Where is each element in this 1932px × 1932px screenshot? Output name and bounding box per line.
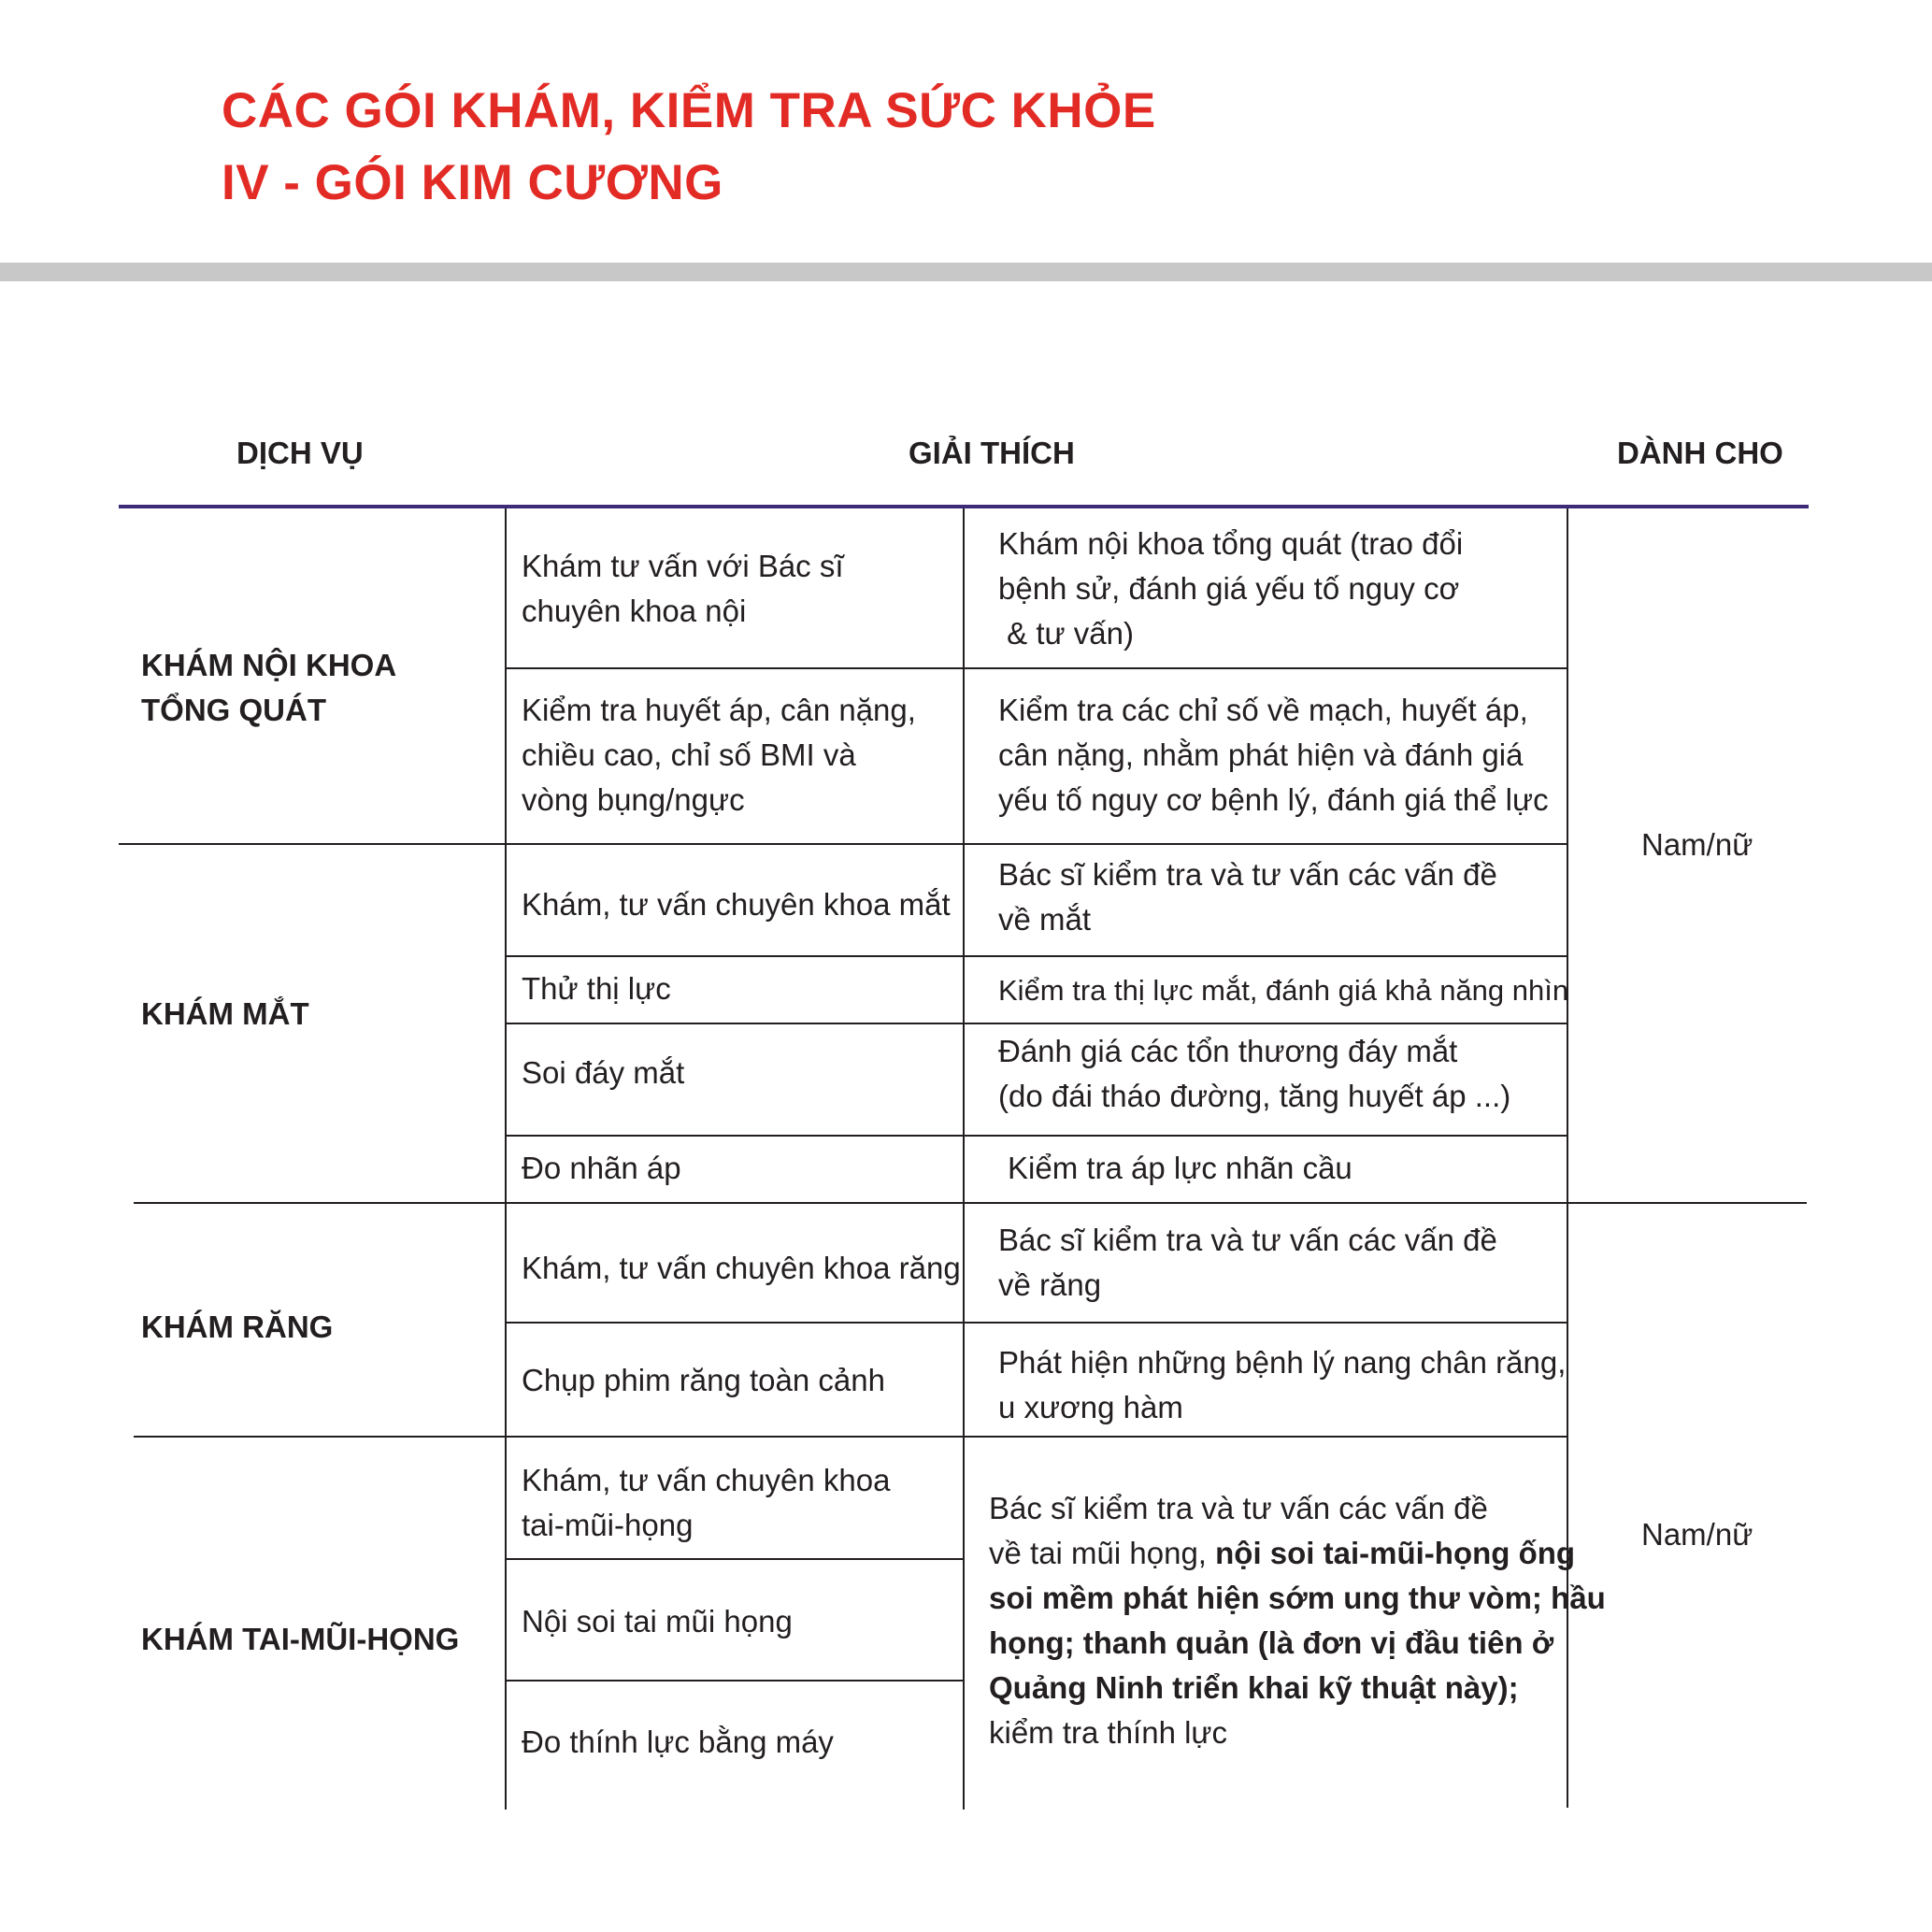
- service-description: Kiểm tra các chỉ số về mạch, huyết áp, cân nặng, nhằm phát hiện và đánh giá yếu tố nguy cơ bệnh lý, đánh giá thể lực: [998, 693, 1549, 817]
- service-item: Đo nhãn áp: [522, 1151, 681, 1185]
- audience-value: Nam/nữ: [1641, 827, 1753, 862]
- package-subtitle: IV - GÓI KIM CƯƠNG: [222, 155, 723, 210]
- service-group-eye: KHÁM MẮT: [141, 996, 309, 1031]
- service-description: Khám nội khoa tổng quát (trao đổi bệnh sử, đánh giá yếu tố nguy cơ & tư vấn): [998, 526, 1464, 651]
- service-item: Thử thị lực: [522, 971, 671, 1006]
- ent-description: Bác sĩ kiểm tra và tư vấn các vấn đề về tai mũi họng, nội soi tai-mũi-họng ống soi mềm phát hiện sớm ung thư vòm; hầu họng; thanh quản (là đơn vị đầu tiên ở Quảng Ninh triển khai kỹ thuật này); kiểm tra thính lực: [989, 1491, 1606, 1750]
- service-group-internal: KHÁM NỘI KHOA TỔNG QUÁT: [141, 648, 397, 727]
- grid-line: [505, 1135, 1567, 1137]
- service-description: Kiểm tra áp lực nhãn cầu: [1008, 1151, 1352, 1185]
- service-item: Chụp phim răng toàn cảnh: [522, 1363, 885, 1397]
- service-item: Soi đáy mắt: [522, 1055, 685, 1090]
- grid-line: [505, 508, 507, 1810]
- grid-line: [119, 843, 1567, 845]
- grid-line: [963, 508, 965, 1810]
- service-group-dental: KHÁM RĂNG: [141, 1309, 334, 1344]
- column-header-audience: DÀNH CHO: [1617, 436, 1783, 470]
- service-item: Khám tư vấn với Bác sĩ chuyên khoa nội: [522, 549, 844, 628]
- service-description: Bác sĩ kiểm tra và tư vấn các vấn đề về mắt: [998, 857, 1497, 937]
- grid-line: [505, 667, 1567, 669]
- grid-line: [505, 1680, 963, 1682]
- service-item: Nội soi tai mũi họng: [522, 1604, 793, 1639]
- grid-line: [505, 1023, 1567, 1024]
- grid-line: [505, 1322, 1567, 1324]
- service-description: Phát hiện những bệnh lý nang chân răng, u xương hàm: [998, 1345, 1567, 1424]
- column-header-explanation: GIẢI THÍCH: [909, 436, 1075, 470]
- grid-line: [505, 1558, 963, 1560]
- audience-value: Nam/nữ: [1641, 1517, 1753, 1552]
- grid-line: [134, 1202, 1807, 1204]
- service-item: Khám, tư vấn chuyên khoa tai-mũi-họng: [522, 1463, 891, 1542]
- service-description: Đánh giá các tổn thương đáy mắt (do đái tháo đường, tăng huyết áp ...): [998, 1034, 1511, 1113]
- service-description: Bác sĩ kiểm tra và tư vấn các vấn đề về răng: [998, 1223, 1497, 1302]
- service-group-ent: KHÁM TAI-MŨI-HỌNG: [141, 1622, 460, 1656]
- grid-line: [505, 955, 1567, 957]
- header-divider: [0, 263, 1932, 281]
- service-description: Kiểm tra thị lực mắt, đánh giá khả năng nhìn: [998, 974, 1569, 1007]
- service-item: Đo thính lực bằng máy: [522, 1724, 834, 1759]
- service-item: Khám, tư vấn chuyên khoa răng: [522, 1251, 961, 1285]
- service-item: Khám, tư vấn chuyên khoa mắt: [522, 887, 951, 922]
- page-title: CÁC GÓI KHÁM, KIỂM TRA SỨC KHỎE: [222, 83, 1156, 138]
- grid-line: [134, 1436, 1567, 1438]
- service-item: Kiểm tra huyết áp, cân nặng, chiều cao, chỉ số BMI và vòng bụng/ngực: [522, 693, 916, 817]
- column-header-service: DỊCH VỤ: [236, 436, 364, 470]
